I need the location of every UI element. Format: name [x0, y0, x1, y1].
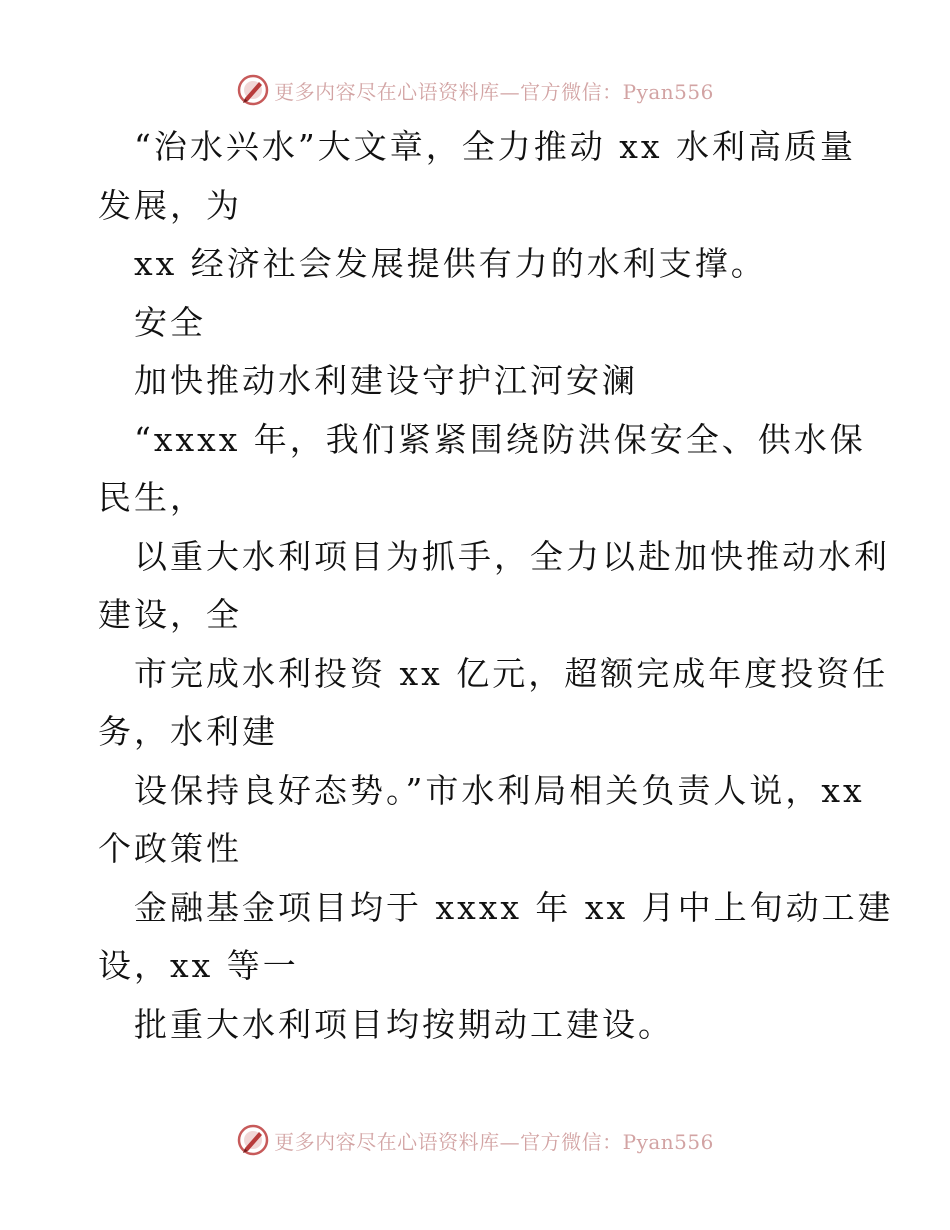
red-pen-seal-icon [236, 1123, 270, 1157]
paragraph-line: 金融基金项目均于 xxxx 年 xx 月中上旬动工建 [134, 887, 894, 927]
paragraph-line: 民生， [98, 478, 206, 517]
paragraph-line: 务，水利建 [98, 712, 278, 751]
paragraph-line: 以重大水利项目为抓手，全力以赴加快推动水利 [134, 536, 890, 576]
paragraph-line: 设，xx 等一 [98, 946, 299, 985]
paragraph-line: xx 经济社会发展提供有力的水利支撑。 [134, 244, 767, 283]
paragraph-line: 个政策性 [98, 829, 242, 868]
document-body [98, 118, 894, 1054]
paragraph-line: 市完成水利投资 xx 亿元，超额完成年度投资任 [134, 653, 889, 693]
paragraph-line: 设保持良好态势。”市水利局相关负责人说，xx [134, 770, 865, 810]
footer-watermark [0, 1120, 950, 1160]
red-pen-seal-icon [236, 73, 270, 107]
section-heading: 加快推动水利建设守护江河安澜 [134, 361, 638, 400]
paragraph-line: 建设，全 [98, 595, 242, 634]
paragraph-line: 发展，为 [98, 185, 242, 225]
paragraph-line: “治水兴水”大文章，全力推动 xx 水利高质量 [134, 127, 856, 166]
paragraph-line: 批重大水利项目均按期动工建设。 [134, 1004, 674, 1044]
paragraph-line: “xxxx 年，我们紧紧围绕防洪保安全、供水保 [134, 419, 866, 459]
header-watermark [0, 70, 950, 110]
watermark-text: 更多内容尽在心语资料库—官方微信：Pyan556 [274, 79, 714, 104]
watermark-text: 更多内容尽在心语资料库—官方微信：Pyan556 [274, 1129, 714, 1154]
section-heading: 安全 [134, 302, 206, 342]
